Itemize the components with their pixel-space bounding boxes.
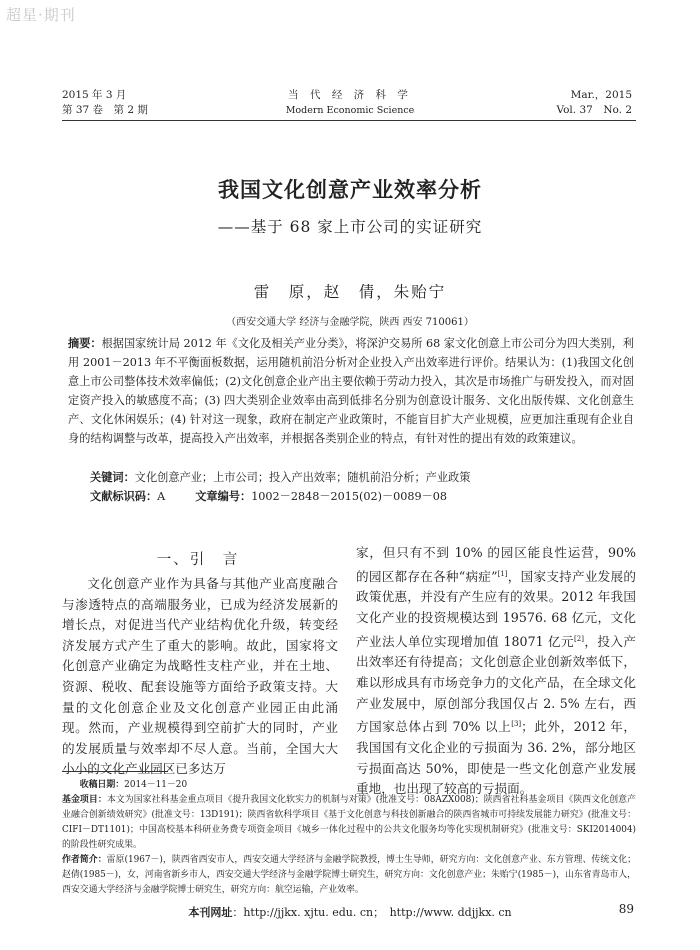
body-right-text-3: ，投入产出效率还有待提高；文化创意企业创新效率低下，难以形成具有市场竞争力的文化产品，在全球文化产业发展中，原创部分我国仅占 2. 5% 左右，西方国家总体占到 70% 以上 [356,633,636,735]
body-right-column [356,543,636,800]
doc-class-value: A [157,490,166,503]
footnote-rule [62,771,168,772]
footnote-received [62,778,636,793]
author-affiliation: （西安交通大学 经济与金融学院，陕西 西安 710061） [226,317,474,328]
citation-1: [1] [497,569,508,578]
keywords [90,468,470,487]
paper-subtitle: ——基于 68 家上市公司的实证研究 [217,218,483,236]
citation-3: [3] [511,720,522,729]
journal-name-en: Modern Economic Science [285,105,415,116]
body-left-column: 文化创意产业作为具备与其他产业高度融合与渗透特点的高端服务业，已成为经济发展新的增长点，对促进当代产业结构优化升级，转变经济发展方式产生了重大的影响。故此，国家将文化创意产业确定为战略性支柱产业，并在土地、资源、税收、配套设施等方面给予政策支持。大量的文化创意企业及文化创意产业园正由此涌现。然而，产业规模得到空前扩大的同时，产业的发展质量与效率却不尽人意。当前，全国大大小小的文化产业园区已多达万 [62,576,338,777]
header-volume-issue-en: Vol. 37 No. 2 [556,104,632,116]
paper-authors: 雷 原，赵 倩，朱贻宁 [253,283,447,301]
body-right-text-2: ，国家支持产业发展的政策优惠，并没有产生应有的效果。2012 年我国文化产业的投资规模达到 19576. 68 亿元，文化产业法人单位实现增加值 18071 亿元 [356,568,636,649]
footer-label: 本刊网址 [188,906,233,919]
journal-name-cn: 当 代 经 济 科 学 [288,89,412,101]
keywords-text: 文化创意产业；上市公司；投入产出效率；随机前沿分析；产业政策 [134,471,471,484]
abstract-label: 摘要： [68,336,102,350]
footnote-authors [62,853,636,898]
section-heading-introduction: 一、引 言 [156,552,240,568]
footer-url-text[interactable]: ：http://jjkx. xjtu. edu. cn； http://www. ddjjkx. cn [232,906,512,919]
header-volume-issue: 第 37 卷 第 2 期 [62,104,148,116]
body-right-text-4: ；此外，2012 年，我国国有文化企业的亏损面为 36. 2%，部分地区亏损面高达 50%，即使是一些文化创意产业发展重地，也出现了较高的亏损面。 [356,719,637,797]
page-number: 89 [618,902,634,916]
footer-urls [130,904,570,920]
article-identifiers [90,487,447,506]
fund-label: 基金项目： [62,795,107,805]
header-journal [250,88,450,118]
body-right-text-1: 家，但只有不到 10% 的园区能良性运营，90% 的园区都存在各种“病症” [356,545,636,584]
received-date: 2014－11－20 [124,780,188,790]
author-bio-label: 作者简介： [62,855,107,865]
footnotes [62,778,636,898]
fund-text: 本文为国家社科基金重点项目《提升我国文化软实力的机制与对策》(批准文号：08AZX008)；陕西省社科基金项目《陕西文化创意产业融合创新绩效研究》(批准文号：13D191)；陕西省软科学项目《基于文化创意与科技创新融合的陕西省城市可持续发展能力研究》(批准文号：CIFI－DT1101)；中国高校基本科研业务费专项资金项目《城乡一体化过程中的公共文化服务均等化实现机制研究》(批准文号：SKI2014004)的阶段性研究成果。 [62,795,637,850]
header-date-volume-en [556,88,632,118]
article-number-label: 文章编号： [195,489,252,503]
header-date-volume [62,88,148,118]
keywords-label: 关键词： [90,470,135,484]
abstract [68,334,634,448]
article-number-value: 1002－2848－2015(02)－0089－08 [251,490,448,503]
citation-2: [2] [574,634,584,643]
abstract-text: 根据国家统计局 2012 年《文化及相关产业分类》，将深沪交易所 68 家文化创意上市公司分为四大类别，利用 2001－2013 年不平衡面板数据，运用随机前沿分析对企业投入产出效率进行评价。结果认为：(1)我国文化创意上市公司整体技术效率偏低；(2)文化创意企业产出主要依赖于劳动力投入，其次是市场推广与研发投入，而对固定资产投入的敏感度不高；(3) 四大类别企业效率由高到低排名分别为创意设计服务、文化出版传媒、文化创意生产、文化休闲娱乐；(4) 针对这一现象，政府在制定产业政策时，不能盲目扩大产业规模，应更加注重现有企业自身的结构调整与改革，提高投入产出效率，并根据各类别企业的特点，有针对性的提出有效的政策建议。 [68,337,634,445]
author-bio-text: 雷原(1967－)，陕西省西安市人，西安交通大学经济与金融学院教授，博士生导师，研究方向：文化创意产业、东方管理、传统文化；赵倩(1985－)，女，河南省新乡市人，西安交通大学经济与金融学院博士研究生，研究方向：文化创意产业；朱贻宁(1985－)，山东省青岛市人，西安交通大学经济与金融学院博士研究生，研究方向：航空运输，产业效率。 [62,855,636,895]
header-date-en: Mar.，2015 [570,89,632,101]
footnote-fund [62,793,636,853]
header-date: 2015 年 3 月 [62,89,127,101]
doc-class-label: 文献标识码： [90,489,158,503]
watermark: 超星·期刊 [6,6,76,24]
header-rule [62,120,636,121]
paper-title: 我国文化创意产业效率分析 [218,177,482,202]
received-label: 收稿日期： [79,780,125,790]
